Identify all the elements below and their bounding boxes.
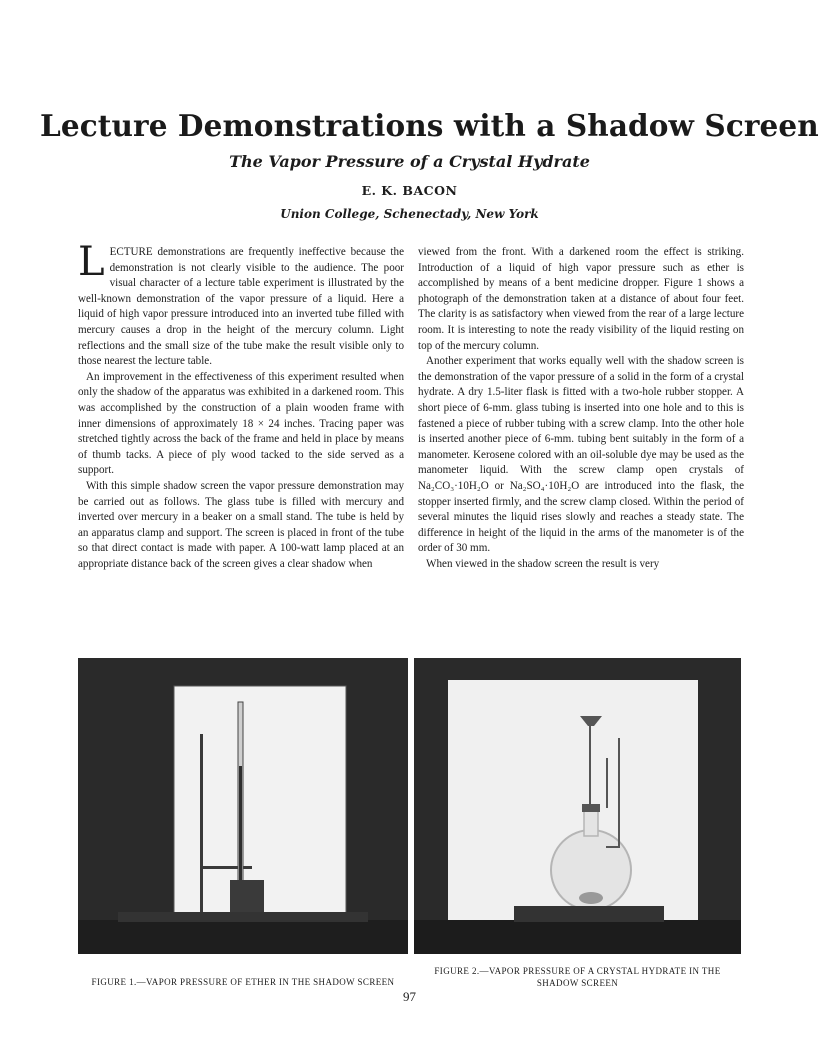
right-column bbox=[418, 245, 744, 572]
paragraph-4: viewed from the front. With a darkened room the effect is striking. Introduction of a liquid of high vapor pressure such as ether is accomplished by means of a bent medicine dropper. Figure 1 shows a photograph of the demonstration taken at a distance of about four feet. The clarity is as satisfactory when viewed from the rear of a large lecture room. It is interesting to note the ready visibility of the liquid resting on top of the mercury column. bbox=[418, 246, 744, 352]
figure-1-caption: FIGURE 1.—VAPOR PRESSURE OF ETHER IN THE SHADOW SCREEN bbox=[91, 977, 395, 987]
article-title: Lecture Demonstrations with a Shadow Screen bbox=[40, 108, 819, 143]
page-number: 97 bbox=[403, 989, 416, 1004]
left-column bbox=[78, 239, 404, 572]
figure-1-photo bbox=[78, 658, 408, 954]
author-name: E. K. BACON bbox=[361, 183, 458, 198]
drop-cap: L bbox=[78, 239, 105, 285]
paragraph-6: When viewed in the shadow screen the result is very bbox=[426, 557, 660, 570]
article-subtitle: The Vapor Pressure of a Crystal Hydrate bbox=[229, 152, 590, 171]
figure-2-caption: FIGURE 2.—VAPOR PRESSURE OF A CRYSTAL HYDRATE IN THE SHADOW SCREEN bbox=[434, 966, 721, 988]
author-affiliation: Union College, Schenectady, New York bbox=[280, 207, 539, 221]
paragraph-5: Another experiment that works equally well with the shadow screen is the demonstration of the vapor pressure of a solid in the form of a crystal hydrate. A dry 1.5-liter flask is fitted with a two-hole rubber stopper. A short piece of 6-mm. glass tubing is inserted into one hole and to this is fastened a piece of rubber tubing with a screw clamp. Into the other hole is inserted another piece of 6-mm. tubing bent suitably in the form of a manometer. Kerosene colored with an oil-soluble dye may be used as the manometer liquid. With the screw clamp open crystals of Na₂CO₃·10H₂O or Na₂SO₄·10H₂O are introduced into the flask, the stopper inserted firmly, and the screw clamp closed. Within the period of several minutes the liquid rises slowly and reaches a steady state. The difference in height of the liquid in the arms of the manometer is of the order of 30 mm. bbox=[418, 355, 744, 555]
paragraph-1-text: ECTURE demonstrations are frequently ineffective because the demonstration is not clearly visible to the audience. The poor visual character of a lecture table experiment is illustrated by the well-known demonstration of the vapor pressure of a liquid. Here a liquid of high vapor pressure introduced into an inverted tube filled with mercury causes a drop in the height of the mercury column. Light reflections and the small size of the tube make the result visible only to those nearest the lecture table. bbox=[78, 246, 404, 368]
paragraph-2: An improvement in the effectiveness of this experiment resulted when only the shadow of the apparatus was exhibited in a darkened room. This was accomplished by the construction of a plain wooden frame with inner dimensions of approximately 18 × 24 inches. Tracing paper was stretched tightly across the back of the frame and held in place by means of thumb tacks. A piece of ply wood tacked to the side served as a support. bbox=[78, 370, 404, 477]
paragraph-3: With this simple shadow screen the vapor pressure demonstration may be carried out as follows. The glass tube is filled with mercury and inverted over mercury in a beaker on a small stand. The tube is held by an apparatus clamp and support. The screen is placed in front of the tube so that direct contact is made with paper. A 100-watt lamp placed at an appropriate distance back of the screen gives a clear shadow when bbox=[78, 479, 404, 570]
paragraph-1 bbox=[78, 239, 404, 370]
figure-2-photo bbox=[414, 658, 741, 954]
